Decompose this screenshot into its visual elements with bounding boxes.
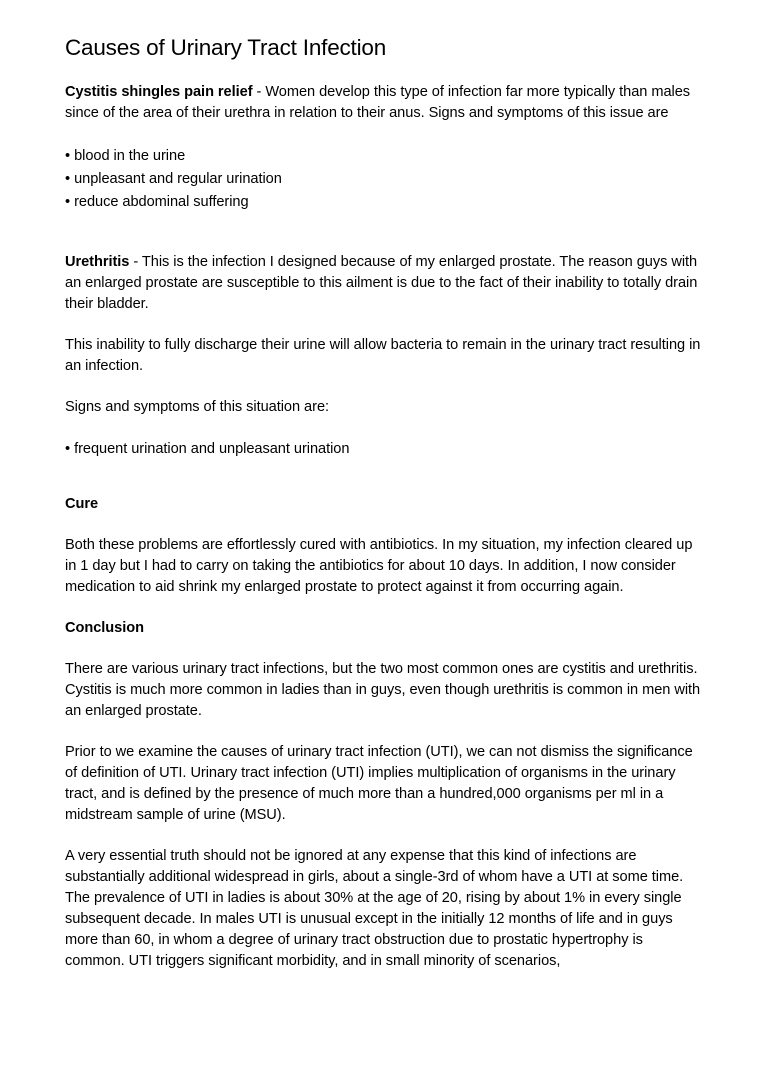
cystitis-heading: Cystitis shingles pain relief — [65, 84, 253, 100]
urethritis-text: - This is the infection I designed because of my enlarged prostate. The reason guys with an enlarged prostate are susceptible to this ailment is due to the fact of their inability to totally drain their bladder. — [65, 254, 698, 312]
urethritis-paragraph-3: Signs and symptoms of this situation are: — [65, 399, 330, 415]
cure-paragraph: Both these problems are effortlessly cured with antibiotics. In my situation, my infection cleared up in 1 day but I had to carry on taking the antibiotics for about 10 days. In addition, I now consider medication to aid shrink my enlarged prostate to protect against it from occurring again. — [65, 537, 693, 595]
conclusion-paragraph-1: There are various urinary tract infections, but the two most common ones are cystitis and urethritis. Cystitis is much more common in ladies than in guys, even though urethritis is common in men with an enlarged prostate. — [65, 661, 701, 719]
urethritis-heading: Urethritis — [65, 254, 130, 270]
symptoms-list-2 — [65, 438, 705, 461]
document-page — [65, 34, 705, 972]
conclusion-paragraph-3: A very essential truth should not be ignored at any expense that this kind of infections are substantially additional widespread in girls, about a single-3rd of whom have a UTI at some time. The prevalence of UTI in ladies is about 30% at the age of 20, rising by about 1% in every single subsequent decade. In males UTI is unusual except in the initially 12 months of life and in guys more than 60, in whom a degree of urinary tract obstruction due to prostatic hypertrophy is common. UTI triggers significant morbidity, and in small minority of scenarios, — [65, 848, 684, 969]
list-item: • blood in the urine — [65, 148, 186, 164]
list-item: • unpleasant and regular urination — [65, 171, 282, 187]
list-item: • reduce abdominal suffering — [65, 194, 249, 210]
list-item: • frequent urination and unpleasant urination — [65, 441, 350, 457]
conclusion-heading: Conclusion — [65, 620, 144, 636]
cure-heading: Cure — [65, 496, 99, 512]
page-title: Causes of Urinary Tract Infection — [65, 35, 387, 60]
urethritis-paragraph-2: This inability to fully discharge their urine will allow bacteria to remain in the urinary tract resulting in an infection. — [65, 337, 701, 374]
symptoms-list-1 — [65, 145, 705, 214]
conclusion-paragraph-2: Prior to we examine the causes of urinary tract infection (UTI), we can not dismiss the significance of definition of UTI. Urinary tract infection (UTI) implies multiplication of organisms in the urinary tract, and is defined by the presence of much more than a hundred,000 organisms per ml in a midstream sample of urine (MSU). — [65, 744, 693, 823]
cystitis-text: - Women develop this type of infection far more typically than males since of the area of their urethra in relation to their anus. Signs and symptoms of this issue are — [65, 84, 691, 121]
cystitis-paragraph — [65, 82, 705, 124]
urethritis-paragraph — [65, 252, 705, 315]
